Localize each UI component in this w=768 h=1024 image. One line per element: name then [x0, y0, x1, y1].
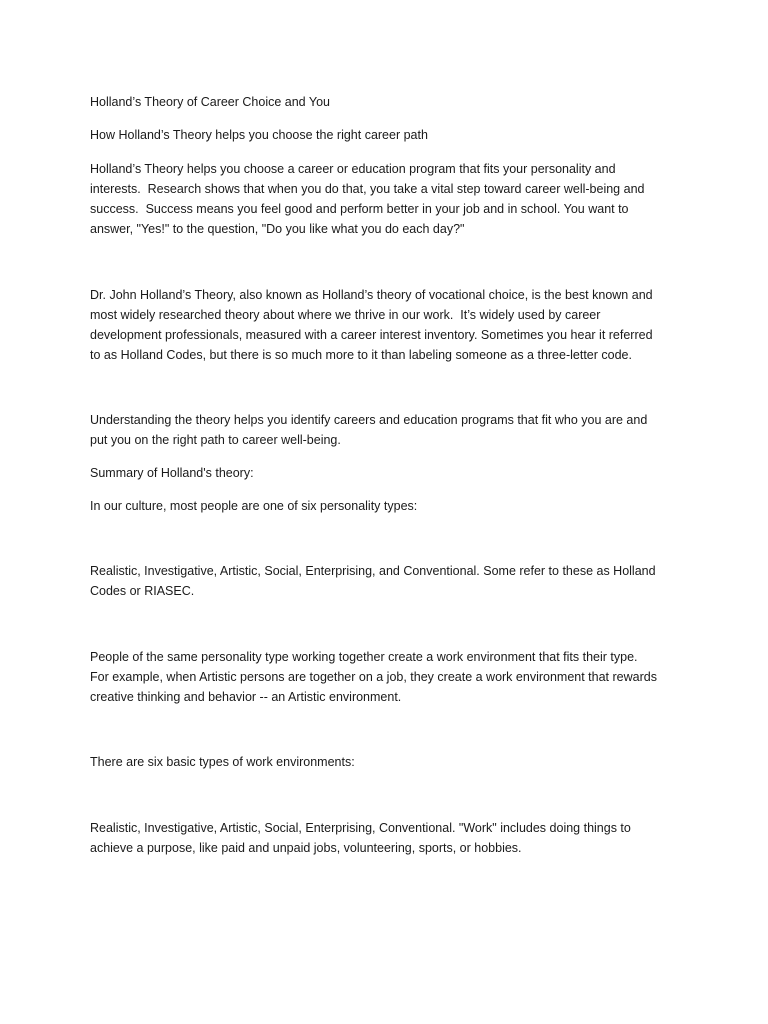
- paragraph-intro: Holland’s Theory helps you choose a career or education program that fits your personality and interests. Research shows that when you do that, you take a vital step toward career well-being and success. Success means you feel good and perform better in your job and in school. You want to answer, "Yes!" to the question, "Do you like what you do each day?": [90, 162, 645, 236]
- paragraph-work-definition: Realistic, Investigative, Artistic, Social, Enterprising, Conventional. "Work" includes doing things to achieve a purpose, like paid and unpaid jobs, volunteering, sports, or hobbies.: [90, 821, 631, 855]
- paragraph-riasec: Realistic, Investigative, Artistic, Social, Enterprising, and Conventional. Some refer to these as Holland Codes or RIASEC.: [90, 564, 656, 598]
- document-title: Holland’s Theory of Career Choice and You: [90, 95, 330, 109]
- paragraph-personality-types: In our culture, most people are one of six personality types:: [90, 499, 418, 513]
- paragraph-holland-theory: Dr. John Holland’s Theory, also known as Holland’s theory of vocational choice, is the best known and most widely researched theory about where we thrive in our work. It’s widely used by career development professionals, measured with a career interest inventory. Sometimes you hear it referred to as Holland Codes, but there is so much more to it than labeling someone as a three-letter code.: [90, 288, 653, 362]
- paragraph-work-environment: People of the same personality type working together create a work environment that fits their type. For example, when Artistic persons are together on a job, they create a work environment that rewards creative thinking and behavior -- an Artistic environment.: [90, 650, 657, 704]
- document-subtitle: How Holland’s Theory helps you choose the right career path: [90, 128, 428, 142]
- paragraph-understanding: Understanding the theory helps you identify careers and education programs that fit who you are and put you on the right path to career well-being.: [90, 413, 648, 447]
- paragraph-environment-types: There are six basic types of work environments:: [90, 755, 355, 769]
- summary-heading: Summary of Holland's theory:: [90, 466, 254, 480]
